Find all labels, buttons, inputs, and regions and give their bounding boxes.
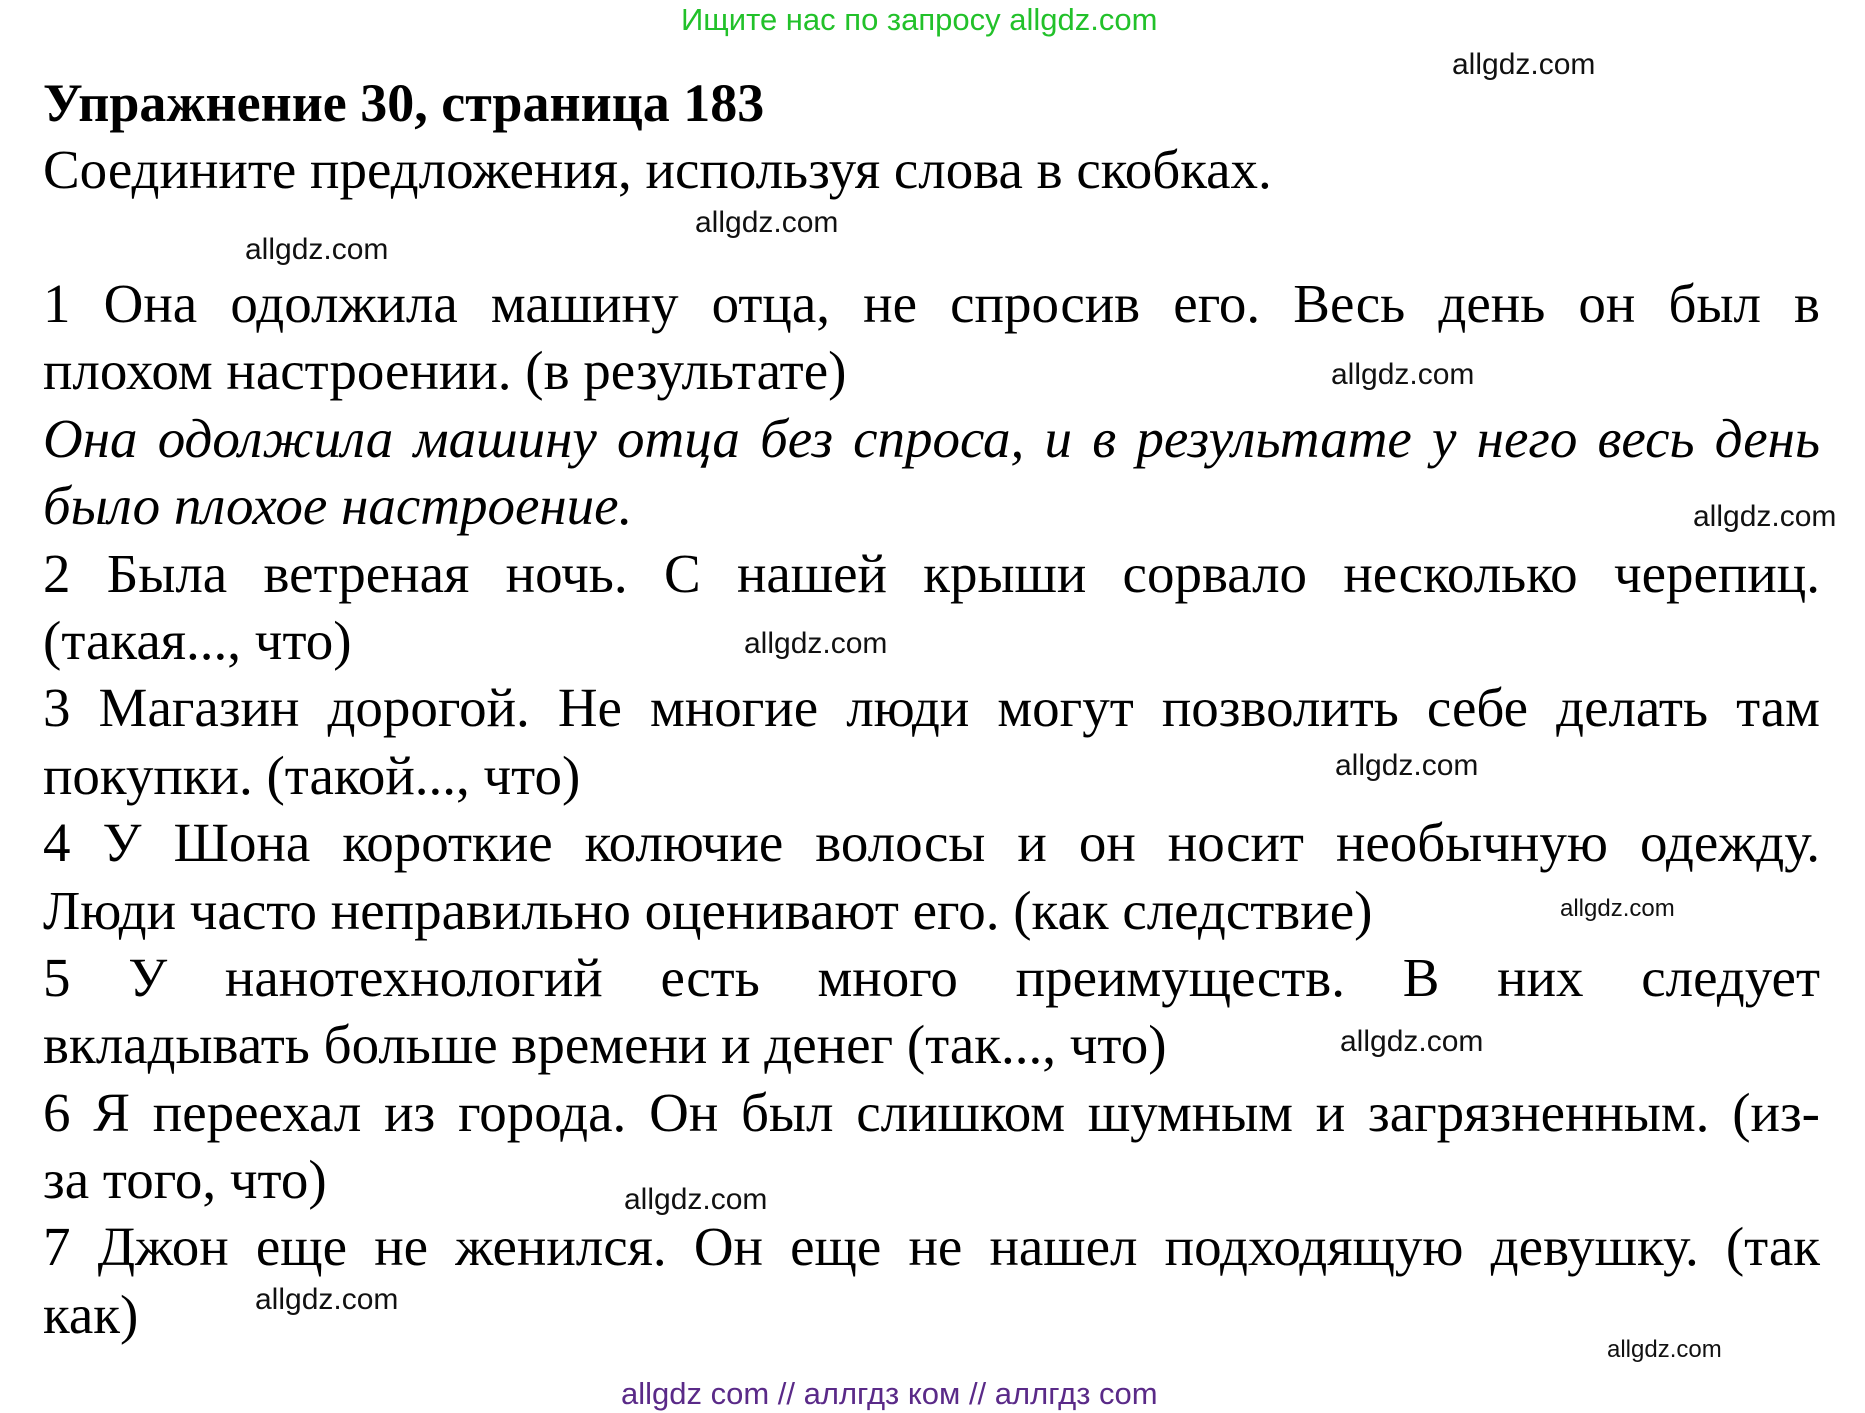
task-line: 2 Была ветреная ночь. С нашей крыши сорвало несколько черепиц.	[43, 542, 1820, 604]
watermark: allgdz.com	[1693, 500, 1837, 533]
task-line: Люди часто неправильно оценивают его. (как следствие)	[43, 879, 1373, 941]
watermark: allgdz.com	[1560, 895, 1675, 922]
task-line: за того, что)	[43, 1149, 327, 1211]
answer-line: Она одолжила машину отца без спроса, и в результате у него весь день	[43, 407, 1820, 469]
watermark: allgdz.com	[255, 1283, 399, 1316]
exercise-instruction: Соедините предложения, используя слова в скобках.	[43, 139, 1272, 200]
task-line: как)	[43, 1283, 139, 1345]
task-line: 1 Она одолжила машину отца, не спросив его. Весь день он был в	[43, 273, 1820, 334]
watermark: allgdz.com	[1340, 1025, 1484, 1058]
watermark: allgdz.com	[624, 1183, 768, 1216]
answer-line: было плохое настроение.	[43, 475, 633, 537]
promo-banner: Ищите нас по запросу allgdz.com	[681, 2, 1158, 37]
task-line: плохом настроении. (в результате)	[43, 340, 847, 402]
watermark: allgdz.com	[744, 627, 888, 660]
watermark: allgdz.com	[695, 206, 839, 239]
watermark: allgdz.com	[245, 233, 389, 266]
task-line: (такая..., что)	[43, 609, 352, 671]
task-line: вкладывать больше времени и денег (так..., что)	[43, 1014, 1167, 1076]
task-line: 6 Я переехал из города. Он был слишком шумным и загрязненным. (из-	[43, 1081, 1820, 1143]
watermark: allgdz.com	[1331, 358, 1475, 391]
footer-links: allgdz com // аллгдз ком // аллгдз com	[621, 1376, 1158, 1411]
task-line: 7 Джон еще не женился. Он еще не нашел подходящую девушку. (так	[43, 1216, 1820, 1278]
watermark: allgdz.com	[1607, 1336, 1722, 1363]
task-line: 3 Магазин дорогой. Не многие люди могут позволить себе делать там	[43, 677, 1820, 739]
exercise-body	[43, 270, 1820, 1348]
watermark: allgdz.com	[1452, 48, 1596, 81]
task-line: покупки. (такой..., что)	[43, 744, 581, 806]
task-line: 5 У нанотехнологий есть много преимуществ. В них следует	[43, 946, 1820, 1008]
task-line: 4 У Шона короткие колючие волосы и он носит необычную одежду.	[43, 812, 1820, 874]
exercise-title: Упражнение 30, страница 183	[43, 73, 765, 133]
watermark: allgdz.com	[1335, 749, 1479, 782]
